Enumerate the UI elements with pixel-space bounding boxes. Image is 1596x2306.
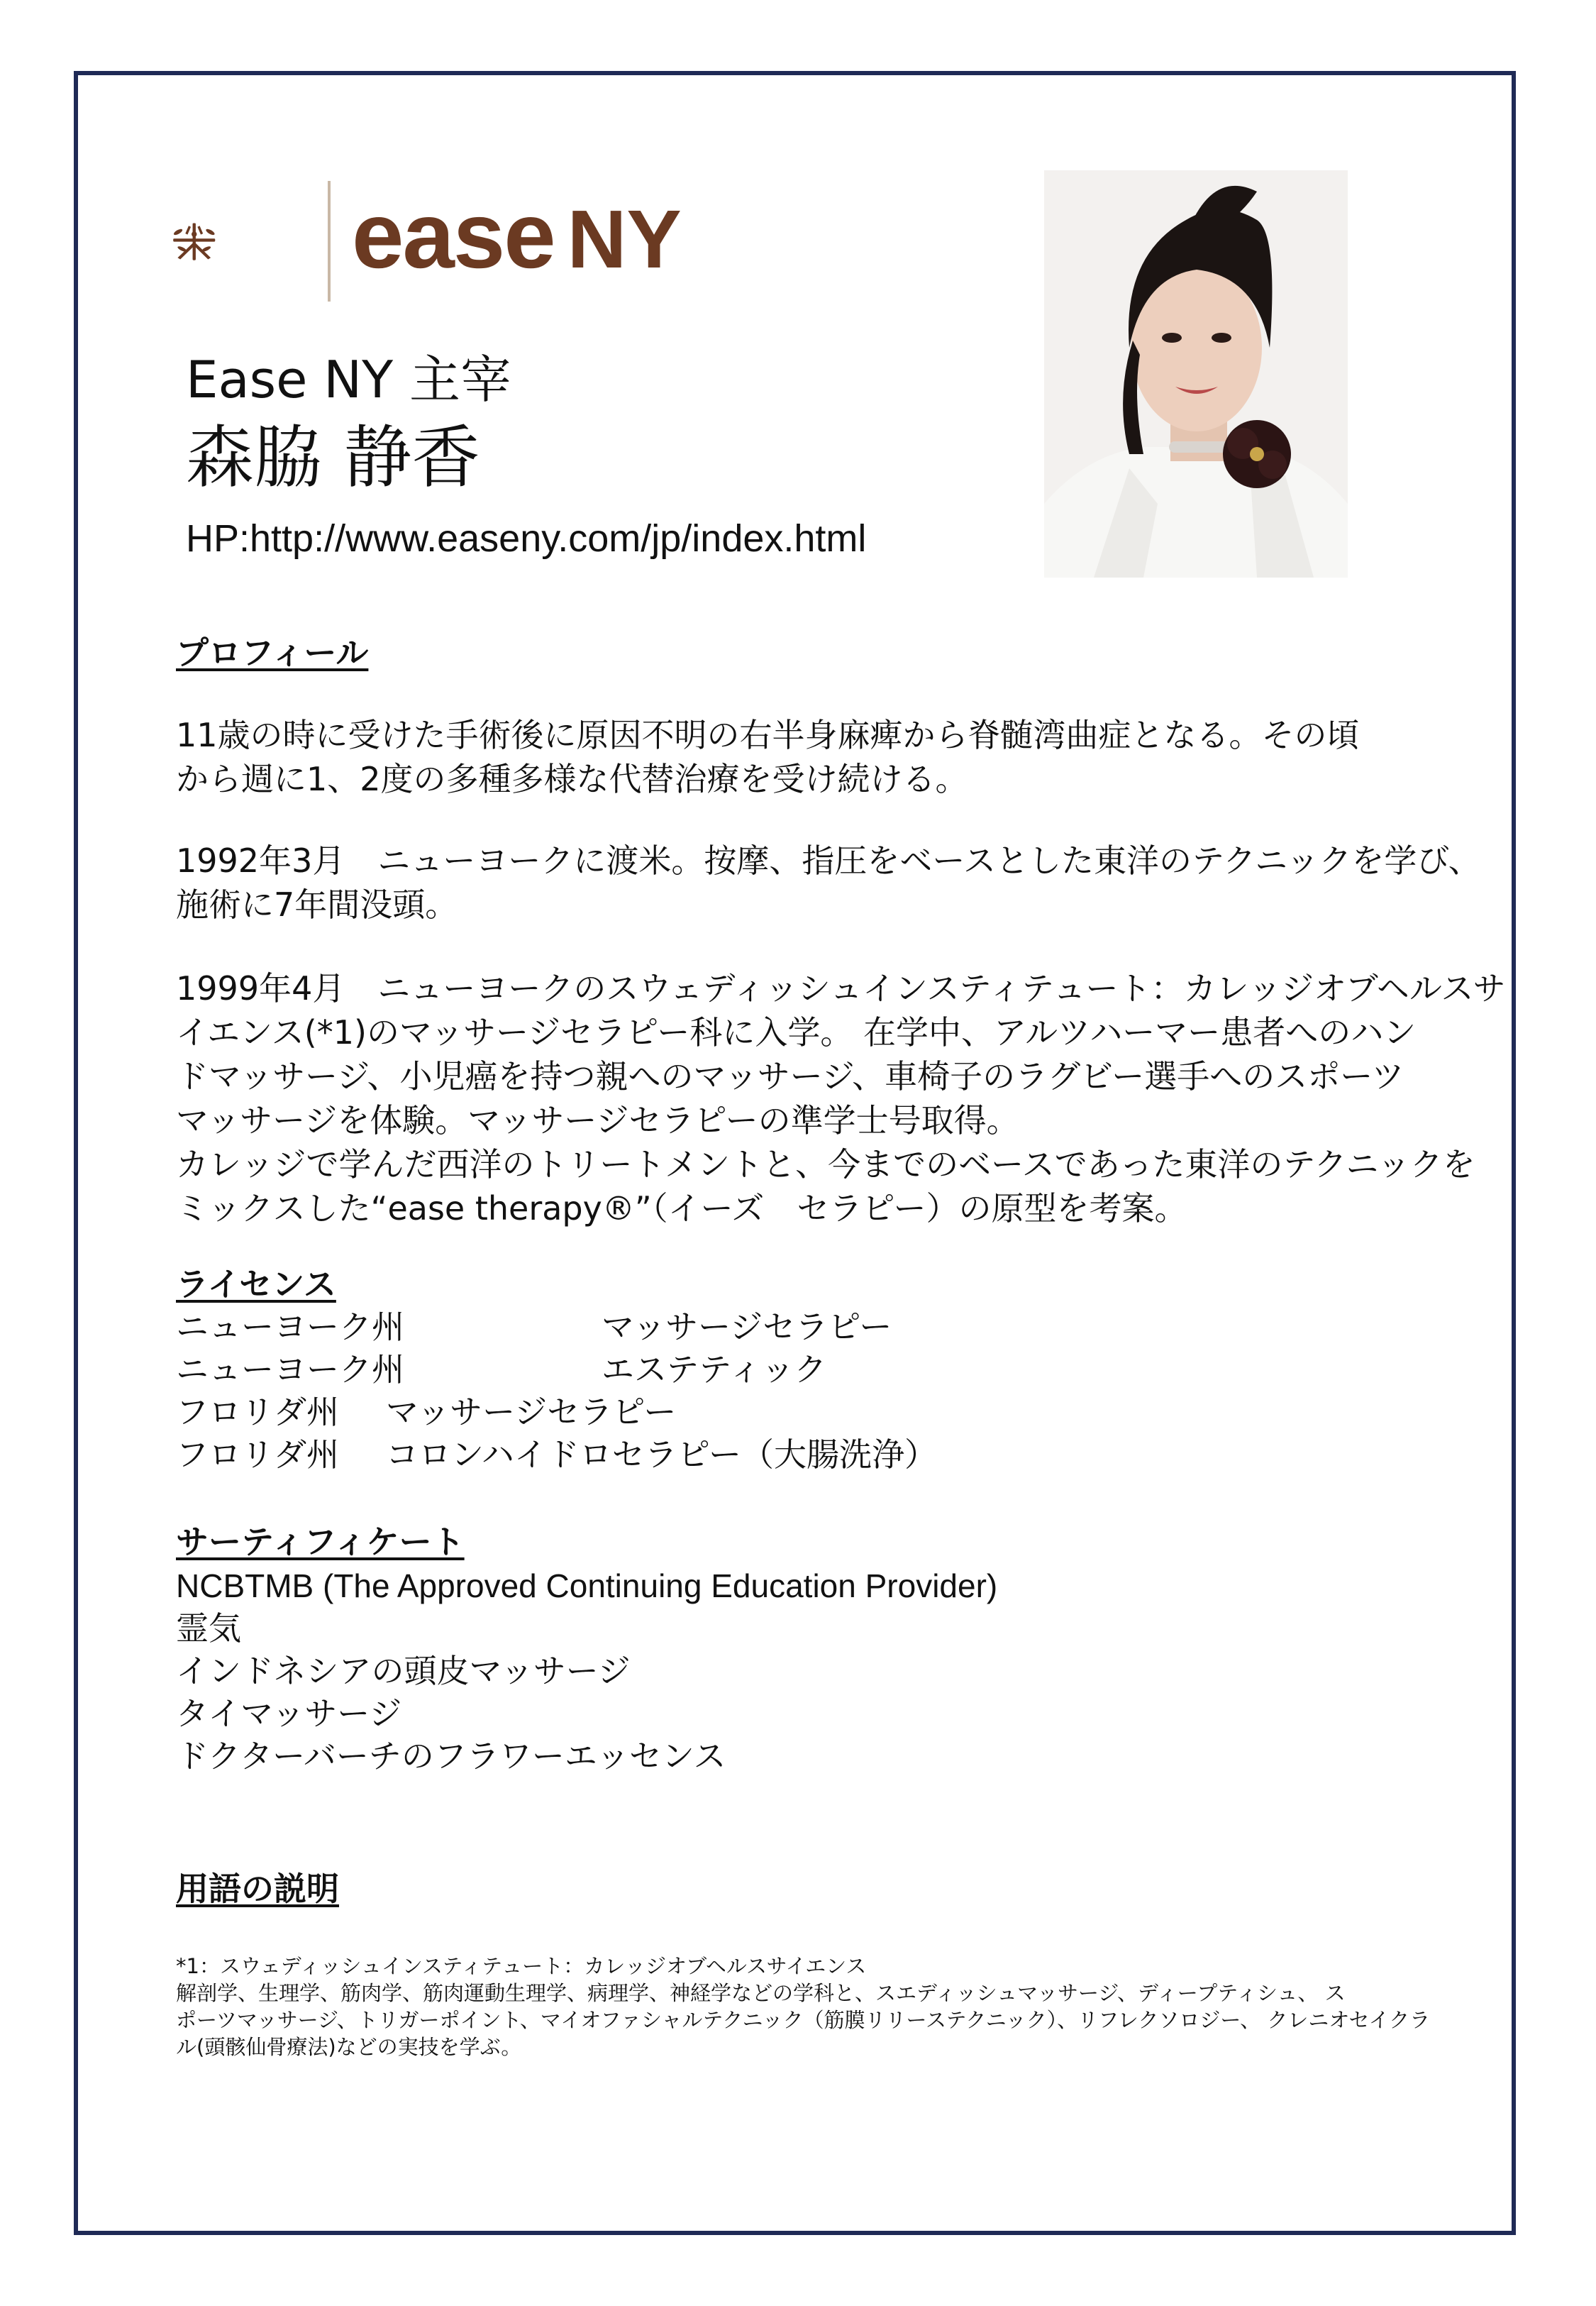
license-type: エステティック (602, 1350, 827, 1389)
profile-p2-line: 1992年3月 ニューヨークに渡米。按摩、指圧をベースとした東洋のテクニックを学び、 (176, 842, 1481, 880)
license-state: ニューヨーク州 (176, 1308, 404, 1346)
glossary-line: ル(頭骸仙骨療法)などの実技を学ぶ。 (176, 2035, 522, 2059)
profile-p3-line: マッサージを体験。マッサージセラピーの準学士号取得。 (176, 1101, 1019, 1140)
profile-paragraph-3 (176, 966, 1506, 1230)
license-state: フロリダ州 (176, 1435, 339, 1474)
role-title: Ease NY 主宰 (186, 350, 512, 409)
profile-p3-line: ミックスした“ease therapy®”（イーズ セラピー）の原型を考案。 (176, 1189, 1187, 1228)
license-state: フロリダ州 (176, 1393, 339, 1431)
portrait-photo (1044, 170, 1348, 578)
glossary-line: ポーツマッサージ、トリガーポイント、マイオファシャルテクニック（筋膜リリーステクニック）、リフレクソロジー、 クレニオセイクラ (176, 2008, 1431, 2032)
certificate-item: 霊気 (176, 1609, 241, 1648)
logo-text-ease: ease (352, 183, 555, 287)
certificate-item: インドネシアの頭皮マッサージ (176, 1652, 631, 1690)
certificate-item: タイマッサージ (176, 1694, 402, 1733)
profile-p2-line: 施術に7年間没頭。 (176, 886, 458, 924)
profile-p3-line: ドマッサージ、小児癌を持つ親へのマッサージ、車椅子のラグビー選手へのスポーツ (176, 1057, 1404, 1096)
glossary-line: 解剖学、生理学、筋肉学、筋肉運動生理学、病理学、神経学などの学科と、スエディッシュマッサージ、ディープティシュ、 ス (176, 1981, 1346, 2005)
profile-heading: プロフィール (176, 634, 369, 672)
profile-p3-line: カレッジで学んだ西洋のトリートメントと、今までのベースであった東洋のテクニックを (176, 1145, 1475, 1184)
glossary-heading: 用語の説明 (176, 1870, 339, 1908)
glossary-note (176, 1953, 1435, 2060)
person-name: 森脇 静香 (186, 418, 480, 497)
glossary-line: *1：スウェディッシュインスティテュート：カレッジオブヘルスサイエンス (176, 1954, 867, 1978)
logo-wordmark (352, 179, 682, 296)
license-state: ニューヨーク州 (176, 1350, 404, 1389)
profile-p1-line: から週に1、2度の多種多様な代替治療を受け続ける。 (176, 760, 968, 798)
license-type: マッサージセラピー (602, 1308, 892, 1346)
license-type: コロンハイドロセラピー（大腸洗浄） (386, 1435, 937, 1474)
license-heading: ライセンス (176, 1265, 336, 1303)
logo-divider (328, 181, 331, 302)
certificate-item: NCBTMB (The Approved Continuing Education Provider) (176, 1567, 998, 1604)
license-type: マッサージセラピー (386, 1393, 677, 1431)
certificate-item: ドクターバーチのフラワーエッセンス (176, 1737, 726, 1775)
profile-paragraph-2 (176, 839, 1481, 927)
certificate-heading: サーティフィケート (176, 1523, 465, 1561)
ease-ny-logo (169, 177, 332, 305)
profile-paragraph-1 (176, 713, 1435, 801)
profile-p3-line: 1999年4月 ニューヨークのスウェディッシュインスティテュート：カレッジオブヘルスサ (176, 969, 1506, 1008)
logo-text-ny: NY (567, 193, 682, 285)
profile-p3-line: イエンス(*1)のマッサージセラピー科に入学。 在学中、アルツハーマー患者へのハン (176, 1013, 1417, 1052)
profile-p1-line: 11歳の時に受けた手術後に原因不明の右半身麻痺から脊髄湾曲症となる。その頃 (176, 716, 1360, 754)
homepage-url[interactable]: HP:http://www.easeny.com/jp/index.html (186, 517, 867, 560)
